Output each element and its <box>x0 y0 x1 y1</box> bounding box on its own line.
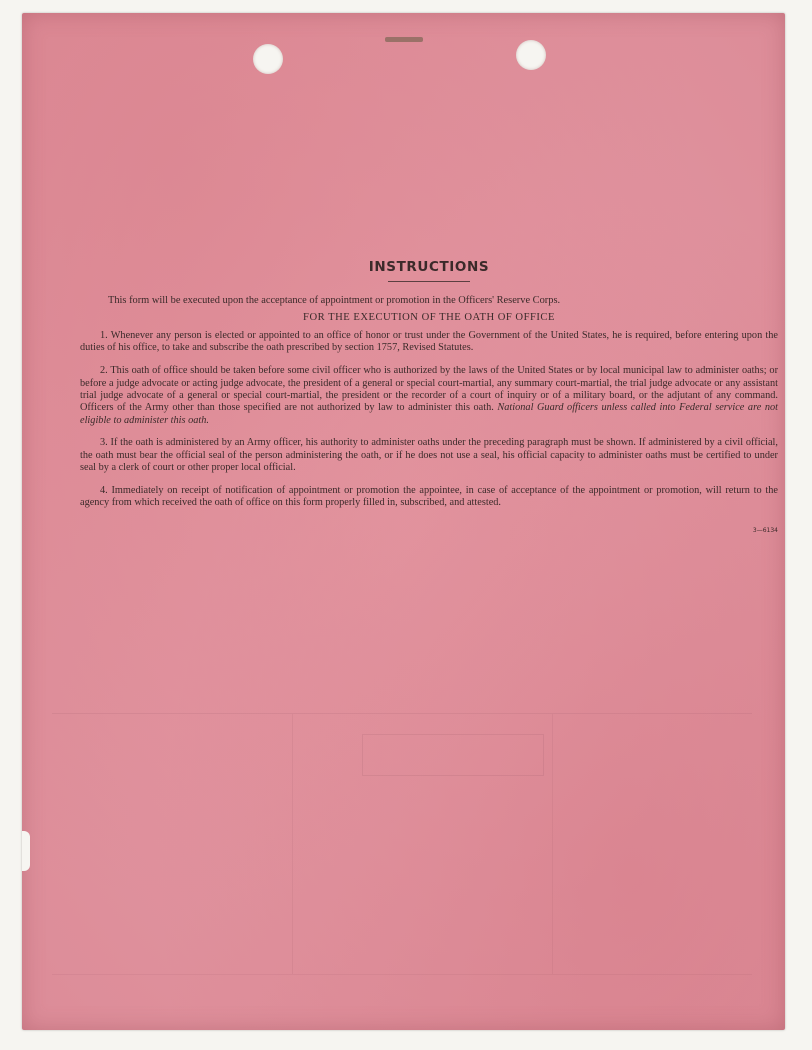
paragraph-2-italic-note: National Guard officers unless called into Federal service are not eligible to administer this oath. <box>80 402 778 426</box>
form-number: 3—6134 <box>752 527 778 534</box>
paragraph-2-text: 2. This oath of office should be taken before some civil officer who is authorized by the laws of the United States or by local municipal law to administer oaths; or before a judge advocate or acting judge advocate, the president of a general or special court-martial, any summary court-martial, the trial judge advocate or any assistant trial judge advocate of a general or special court-martial, the president or the recorder of a court of inquiry or of a military board, or the adjutant of any command. Officers of the Army other than those specified are not authorized by law to administer this oath. <box>80 365 778 414</box>
paragraph-3-text: 3. If the oath is administered by an Army officer, his authority to administer oaths under the preceding paragraph must be shown. If administered by a civil official, the oath must bear the official seal of the person administering the oath, or if he does not use a seal, his official capacity to administer oaths must be certified to under seal by a clerk of court or other proper local official. <box>80 437 778 474</box>
paragraph-1-text: 1. Whenever any person is elected or appointed to an office of honor or trust under the Government of the United States, he is required, before entering upon the duties of his office, to take and subscribe the oath prescribed by section 1757, Revised Statutes. <box>80 330 778 354</box>
instruction-paragraph-3 <box>80 437 778 474</box>
punch-hole-left <box>253 44 283 74</box>
edge-tear <box>22 831 30 871</box>
instruction-paragraph-1 <box>80 330 778 355</box>
punch-hole-right <box>516 40 546 70</box>
instructions-title: INSTRUCTIONS <box>368 259 490 275</box>
instruction-paragraph-4 <box>80 485 778 510</box>
paragraph-4-text: 4. Immediately on receipt of notification of appointment or promotion the appointee, in case of acceptance of the appointment or promotion, will return to the agency from which received the oath of office on this form properly filled in, subscribed, and attested. <box>80 484 778 509</box>
title-underline <box>388 281 470 282</box>
oath-subheading: FOR THE EXECUTION OF THE OATH OF OFFICE <box>303 312 555 323</box>
pink-form-sheet <box>22 13 785 1030</box>
intro-text: This form will be executed upon the acceptance of appointment or promotion in the Officers' Reserve Corps. <box>108 295 561 306</box>
bleed-through-table <box>52 713 752 975</box>
instructions-block <box>80 259 778 534</box>
bleed-through-divider <box>552 714 553 974</box>
bleed-through-divider <box>292 714 293 974</box>
bleed-through-stamp <box>362 734 544 776</box>
staple-mark <box>385 37 423 42</box>
instruction-paragraph-2 <box>80 365 778 427</box>
